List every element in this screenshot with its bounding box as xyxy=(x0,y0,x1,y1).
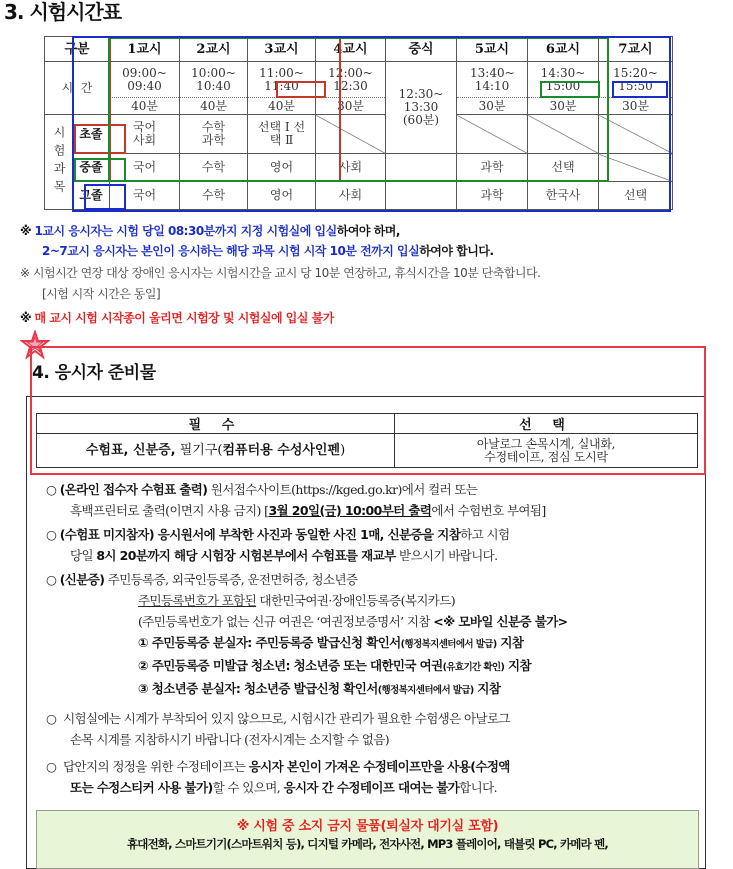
online-ticket-title: (온라인 접수자 수험표 출력) xyxy=(59,482,208,497)
mid-period-7-empty xyxy=(599,154,673,182)
no-ticket-day: 당일 xyxy=(70,548,97,563)
high-period-3: 영어 xyxy=(248,182,316,210)
mid-period-2: 수학 xyxy=(180,154,248,182)
timetable-header-row xyxy=(45,37,673,62)
online-ticket-date: 3월 20일(금) 10:00부터 출력 xyxy=(268,503,432,518)
time-period-6-end: 15:00 xyxy=(545,78,581,93)
note-entry-period2-7: 2~7교시 응시자는 본인이 응시하는 해당 과목 시험 시작 10분 전까지 입실 xyxy=(42,244,420,258)
id-card-line2: 대한민국여권·장애인등록증(복지카드) xyxy=(256,593,456,608)
dur-period-1: 40분 xyxy=(110,98,180,115)
bullet-icon: ○ xyxy=(46,482,57,497)
mid-period-3: 영어 xyxy=(248,154,316,182)
supplies-required-header: 필 수 xyxy=(37,414,395,434)
note-disability xyxy=(20,265,540,282)
bullet-icon: ○ xyxy=(46,527,57,542)
online-ticket-text3: 에서 수험번호 부여됨] xyxy=(431,503,546,518)
time-period-3-start: 11:00~ xyxy=(259,65,304,80)
high-row xyxy=(45,182,673,210)
note-late-entry-text: 매 교시 시험 시작종이 울리면 시험장 및 시험실에 입실 불가 xyxy=(34,311,334,325)
mid-period-1: 국어 xyxy=(110,154,180,182)
required-pen-close: ) xyxy=(340,443,346,458)
no-ticket-text: 하고 시험 xyxy=(460,527,510,542)
lunch-empty xyxy=(386,154,457,210)
time-period-1: 09:00~ 09:40 xyxy=(110,62,180,98)
item-clock xyxy=(46,708,696,750)
clock-text2: 손목 시계를 지참하시기 바랍니다 (전자시계는 소지할 수 없음) xyxy=(70,732,390,747)
time-period-7-end: 15:50 xyxy=(618,78,653,93)
high-period-5: 과학 xyxy=(457,182,528,210)
required-pen-open: 필기구( xyxy=(175,443,223,458)
header-period-7: 7교시 xyxy=(599,37,673,62)
time-period-4: 12:00~ 12:30 xyxy=(316,62,386,98)
optional-line-1: 아날로그 손목시계, 실내화, xyxy=(476,436,616,451)
id-sub-2: ② 주민등록증 미발급 청소년: 청소년증 또는 대한민국 여권 xyxy=(138,658,443,673)
tape-own-only: 응시자 본인이 가져온 수정테이프만을 사용(수정액 xyxy=(248,759,510,774)
id-card-list: 주민등록증, 외국인등록증, 운전면허증, 청소년증 xyxy=(104,572,358,587)
bullet-icon: ○ xyxy=(46,572,57,587)
mid-period-6: 선택 xyxy=(528,154,599,182)
tape-no-liquid: 또는 수정스티커 사용 불가) xyxy=(70,780,213,795)
section4-title: 4. 응시자 준비물 xyxy=(32,363,156,383)
tape-text2: 할 수 있으며, xyxy=(212,780,284,795)
el-period-2: 수학 과학 xyxy=(180,115,248,154)
note-mark-3: ※ xyxy=(20,266,30,280)
note-mark-1: ※ xyxy=(20,224,32,238)
dur-period-7: 30분 xyxy=(599,98,673,115)
item-id-card xyxy=(46,569,696,701)
header-period-3: 3교시 xyxy=(248,37,316,62)
id-sub-3: ③ 청소년증 분실자: 청소년증 발급신청 확인서 xyxy=(138,681,378,696)
time-row xyxy=(45,62,673,98)
clock-text: 시험실에는 시계가 부착되어 있지 않으므로, 시험시간 관리가 필요한 수험생은 아날로그 xyxy=(63,711,510,726)
id-sub-1-small: (행정복지센터에서 발급) xyxy=(400,639,497,650)
time-lunch: 12:30~ 13:30 (60분) xyxy=(386,62,457,154)
time-period-6 xyxy=(528,62,599,98)
id-card-mobile-note: <※ 모바일 신분증 불가> xyxy=(433,614,568,629)
highlight-supplies-red xyxy=(30,346,706,475)
el-period-1: 국어 사회 xyxy=(110,115,180,154)
id-sub-1-end: 지참 xyxy=(496,635,524,650)
time-period-2: 10:00~ 10:40 xyxy=(180,62,248,98)
note-late-entry xyxy=(20,310,334,327)
note-disability-2: [시험 시작 시간은 동일] xyxy=(42,287,161,301)
middle-row xyxy=(45,154,673,182)
banned-items-list: 휴대전화, 스마트기기(스마트워치 등), 디지털 카메라, 전자사전, MP3 플레이어, 태블릿 PC, 카메라 펜, xyxy=(127,837,608,851)
time-period-5: 13:40~ 14:10 xyxy=(457,62,528,98)
id-card-line3: (주민등록번호가 없는 신규 여권은 ‘여권정보증명서’ 지참 xyxy=(138,614,434,629)
id-sub-1: ① 주민등록증 분실자: 주민등록증 발급신청 확인서 xyxy=(138,635,401,650)
banned-items-title: ※ 시험 중 소지 금지 물품(퇴실자 대기실 포함) xyxy=(236,819,499,834)
note-entry-period1: 1교시 응시자는 시험 당일 08:30분까지 지정 시험실에 입실 xyxy=(34,224,337,238)
time-period-3 xyxy=(248,62,316,98)
dur-period-6: 30분 xyxy=(528,98,599,115)
el-period-6-empty xyxy=(528,115,599,154)
el-period-4-empty xyxy=(316,115,386,154)
id-sub-3-small: (행정복지센터에서 발급) xyxy=(377,685,474,696)
tape-text: 답안지의 정정을 위한 수정테이프는 xyxy=(63,759,249,774)
header-lunch: 중식 xyxy=(386,37,457,62)
subject-group-label: 시험과목 xyxy=(45,115,73,210)
el-period-3: 선택 Ⅰ 선택 Ⅱ xyxy=(248,115,316,154)
no-ticket-title: (수험표 미지참자) 응시원서에 부착한 사진과 동일한 사진 1매, 신분증을 지참 xyxy=(59,527,461,542)
header-period-1: 1교시 xyxy=(110,37,180,62)
high-period-1: 국어 xyxy=(110,182,180,210)
high-period-7: 선택 xyxy=(599,182,673,210)
time-row-label: 시 간 xyxy=(45,62,110,115)
header-period-6: 6교시 xyxy=(528,37,599,62)
id-card-line2-ul: 주민등록번호가 포함된 xyxy=(138,593,257,608)
required-main: 수험표, 신분증, xyxy=(85,443,176,458)
dur-period-2: 40분 xyxy=(180,98,248,115)
note-entry-later xyxy=(42,243,494,260)
item-no-ticket xyxy=(46,524,696,566)
header-period-2: 2교시 xyxy=(180,37,248,62)
online-ticket-text2: 흑백프린터로 출력(이면지 사용 금지) [ xyxy=(70,503,269,518)
tape-text3: 합니다. xyxy=(459,780,497,795)
online-ticket-text: 원서접수사이트(https://kged.go.kr)에서 컬러 또는 xyxy=(207,482,478,497)
el-period-7-empty xyxy=(599,115,673,154)
required-pen: 컴퓨터용 수성사인펜 xyxy=(222,443,341,458)
no-ticket-reissue: 8시 20분까지 해당 시험장 시험본부에서 수험표를 재교부 xyxy=(96,548,396,563)
note-entry-period1-tail: 하여야 하며, xyxy=(336,224,400,238)
time-period-3-end: 11:40 xyxy=(264,78,299,93)
header-period-5: 5교시 xyxy=(457,37,528,62)
id-card-title: (신분증) xyxy=(59,572,105,587)
time-period-7 xyxy=(599,62,673,98)
header-category: 구분 xyxy=(45,37,110,62)
item-online-ticket xyxy=(46,479,696,521)
no-ticket-tail: 받으시기 바랍니다. xyxy=(395,548,498,563)
id-sub-3-end: 지참 xyxy=(473,681,501,696)
header-period-4: 4교시 xyxy=(316,37,386,62)
mid-period-4: 사회 xyxy=(316,154,386,182)
time-period-6-start: 14:30~ xyxy=(540,65,586,80)
note-mark-4: ※ xyxy=(20,311,32,325)
dur-period-4: 30분 xyxy=(316,98,386,115)
duration-row xyxy=(45,98,673,115)
exam-timetable xyxy=(44,36,673,210)
supplies-optional-header: 선 택 xyxy=(395,414,698,434)
mid-period-5: 과학 xyxy=(457,154,528,182)
note-entry-period2-7-tail: 하여야 합니다. xyxy=(419,244,494,258)
high-period-6: 한국사 xyxy=(528,182,599,210)
id-sub-2-small: (유효기간 확인) xyxy=(442,662,505,673)
bullet-icon: ○ xyxy=(46,711,57,726)
time-period-7-start: 15:20~ xyxy=(613,65,658,80)
level-elementary: 초졸 xyxy=(73,115,110,154)
note-entry-time xyxy=(20,223,400,240)
section3-title: 3. 시험시간표 xyxy=(4,0,122,24)
level-middle: 중졸 xyxy=(73,154,110,182)
bullet-icon: ○ xyxy=(46,759,57,774)
note-disability-text: 시험시간 연장 대상 장애인 응시자는 시험시간을 교시 당 10분 연장하고, 휴식시간을 10분 단축합니다. xyxy=(32,266,541,280)
dur-period-5: 30분 xyxy=(457,98,528,115)
item-correction-tape xyxy=(46,756,696,798)
el-period-5-empty xyxy=(457,115,528,154)
elementary-row xyxy=(45,115,673,154)
high-period-2: 수학 xyxy=(180,182,248,210)
level-high: 고졸 xyxy=(73,182,110,210)
high-period-4: 사회 xyxy=(316,182,386,210)
optional-line-2: 수정테이프, 점심 도시락 xyxy=(484,449,608,464)
tape-no-lending: 응시자 간 수정테이프 대여는 불가 xyxy=(283,780,460,795)
id-sub-2-end: 지참 xyxy=(504,658,531,673)
dur-period-3: 40분 xyxy=(248,98,316,115)
